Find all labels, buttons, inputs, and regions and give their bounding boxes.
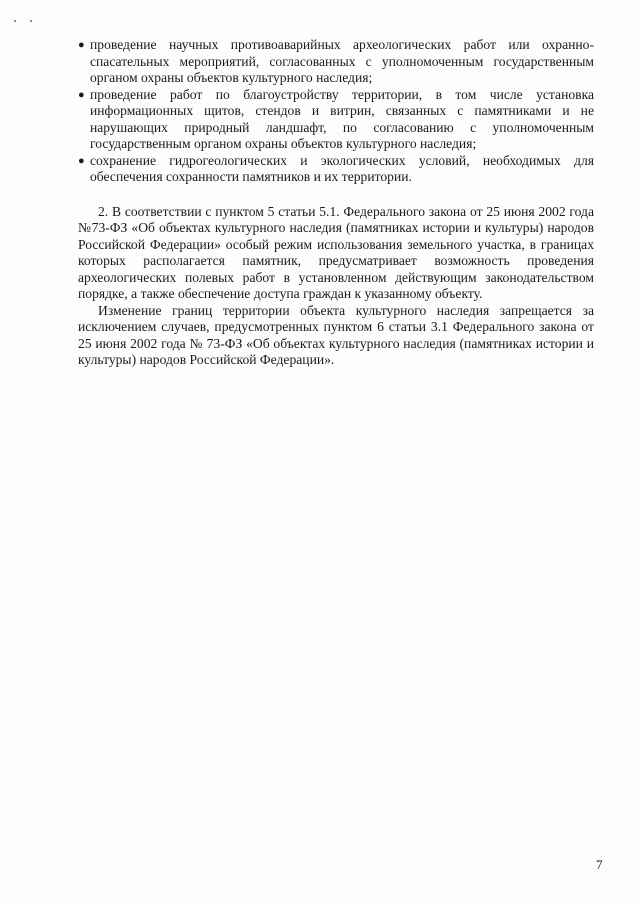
scan-speck bbox=[30, 20, 32, 22]
list-item-text: проведение научных противоаварийных археологических работ или охранно-спасательных мероприятий, согласованных с уполномоченным государственным органом охраны объектов культурного наследия; bbox=[90, 37, 594, 85]
list-item-text: проведение работ по благоустройству территории, в том числе установка информационных щитов, стендов и витрин, связанных с памятниками и не нарушающих природный ландшафт, по согласованию с уполномоченным государственным органом охраны объектов культурного наследия; bbox=[90, 86, 594, 151]
bullet-icon: ● bbox=[78, 88, 85, 101]
paragraph: Изменение границ территории объекта культурного наследия запрещается за исключением случаев, предусмотренных пунктом 6 статьи 3.1 Федерального закона от 25 июня 2002 года № 73-ФЗ «Об объектах культурного наследия (памятниках истории и культуры) народов Российской Федерации». bbox=[78, 302, 594, 367]
bullet-icon: ● bbox=[78, 39, 85, 51]
document-body bbox=[78, 37, 594, 369]
paragraph: 2. В соответствии с пунктом 5 статьи 5.1. Федерального закона от 25 июня 2002 года №73-ФЗ «Об объектах культурного наследия (памятниках истории и культуры) народов Российской Федерации» особый режим использования земельного участка, в границах которых располагается памятник, предусматривает возможность проведения археологических полевых работ в установленном действующим законодательством порядке, а также обеспечение доступа граждан к указанному объекту. bbox=[78, 203, 594, 301]
list-item bbox=[78, 153, 594, 186]
scan-speck bbox=[14, 20, 16, 22]
list-item bbox=[78, 87, 594, 153]
page-number: 7 bbox=[596, 857, 603, 872]
bullet-icon: ● bbox=[78, 154, 85, 167]
bullet-list bbox=[78, 37, 594, 186]
list-item-text: сохранение гидрогеологических и экологических условий, необходимых для обеспечения сохранности памятников и их территории. bbox=[90, 152, 594, 184]
list-item bbox=[78, 37, 594, 87]
